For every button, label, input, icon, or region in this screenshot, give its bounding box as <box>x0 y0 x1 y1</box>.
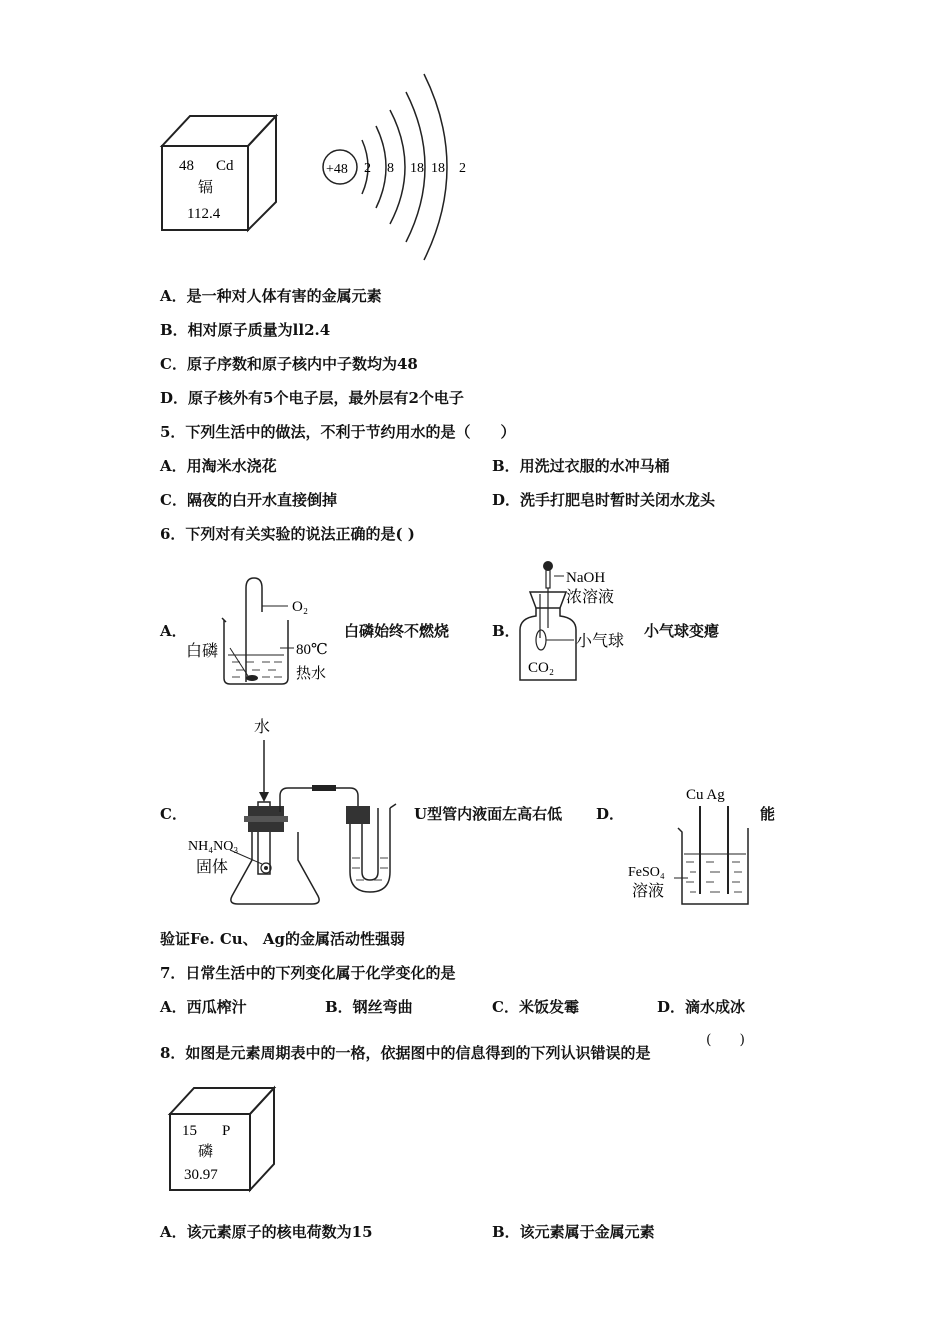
q6-d-solution-label: 溶液 <box>632 883 665 900</box>
q5-option-c[interactable]: C．隔夜的白开水直接倒掉 <box>160 491 337 509</box>
q6-option-b-text: 小气球变瘪 <box>644 622 720 640</box>
q6-option-c-text: U型管内液面左高右低 <box>414 805 563 823</box>
q6-d-feso4-label: FeSO₄ <box>628 865 665 880</box>
cd-atom-structure <box>318 68 478 264</box>
cd-shell-2: 8 <box>387 161 394 176</box>
q6-b-bottle-figure <box>516 556 640 686</box>
cd-mass: 112.4 <box>187 206 221 222</box>
q6-option-d-continuation: 验证Fe. Cu、 Ag的金属活动性强弱 <box>160 930 406 948</box>
cd-shell-1: 2 <box>364 161 371 176</box>
q6-b-naoh-label: NaOH <box>566 570 606 586</box>
q4-option-d[interactable]: D．原子核外有5个电子层，最外层有2个电子 <box>160 389 464 407</box>
q6-stem: 6．下列对有关实验的说法正确的是( ) <box>160 525 415 543</box>
q4-option-a[interactable]: A．是一种对人体有害的金属元素 <box>160 287 382 305</box>
cd-symbol: Cd <box>216 158 234 174</box>
q8-option-b[interactable]: B．该元素属于金属元素 <box>492 1223 655 1241</box>
cd-shell-5: 2 <box>459 161 466 176</box>
q5-option-a[interactable]: A．用淘米水浇花 <box>160 457 277 475</box>
q7-option-d[interactable]: D．滴水成冰 <box>657 998 746 1016</box>
q6-option-d-label[interactable]: D． <box>596 805 625 823</box>
q7-option-b[interactable]: B．钢丝弯曲 <box>325 998 413 1016</box>
q8-option-a[interactable]: A．该元素原子的核电荷数为15 <box>160 1223 373 1241</box>
q6-a-white-phosphorus-label: 白磷 <box>186 643 219 660</box>
p-element-card <box>166 1084 278 1194</box>
q6-b-co2-label: CO₂ <box>528 660 555 676</box>
q7-option-c[interactable]: C．米饭发霉 <box>492 998 579 1016</box>
q6-c-nh4no3-label: NH₄NO₃ <box>188 839 239 854</box>
q6-a-temperature-label: 80℃ <box>296 642 328 658</box>
q7-option-a[interactable]: A．西瓜榨汁 <box>160 998 247 1016</box>
q6-c-solid-label: 固体 <box>196 859 229 876</box>
q6-a-hot-water-label: 热水 <box>296 666 327 682</box>
q6-option-a-text: 白磷始终不燃烧 <box>344 622 450 640</box>
q8-stem: 8．如图是元素周期表中的一格，依据图中的信息得到的下列认识错误的是 <box>160 1044 651 1062</box>
q5-stem: 5．下列生活中的做法，不利于节约用水的是（ ） <box>160 423 516 441</box>
q5-option-b[interactable]: B．用洗过衣服的水冲马桶 <box>492 457 670 475</box>
cd-shell-3: 18 <box>410 161 424 176</box>
q7-stem: 7．日常生活中的下列变化属于化学变化的是 <box>160 964 456 982</box>
q6-d-beaker-figure <box>624 782 760 908</box>
q6-a-gas-label: O₂ <box>292 599 309 615</box>
q6-c-water-label: 水 <box>254 719 271 736</box>
p-name: 磷 <box>198 1144 214 1160</box>
cd-element-card <box>158 112 282 236</box>
q4-option-b[interactable]: B．相对原子质量为ll2.4 <box>160 321 331 339</box>
p-mass: 30.97 <box>184 1167 218 1183</box>
q5-option-d[interactable]: D．洗手打肥皂时暂时关闭水龙头 <box>492 491 716 509</box>
q8-answer-bracket: ( ) <box>706 1032 745 1048</box>
cd-nucleus: +48 <box>326 162 348 177</box>
q6-b-concentrated-label: 浓溶液 <box>566 589 615 606</box>
cd-atomic-number: 48 <box>179 158 194 174</box>
q4-option-c[interactable]: C．原子序数和原子核内中子数均为48 <box>160 355 418 373</box>
p-symbol: P <box>222 1123 231 1139</box>
p-atomic-number: 15 <box>182 1123 197 1139</box>
q6-option-d-text: 能 <box>760 805 776 823</box>
q6-d-metals-label: Cu Ag <box>686 787 725 803</box>
q6-option-b-label[interactable]: B． <box>492 622 520 640</box>
q6-c-flask-figure <box>186 712 410 908</box>
cd-name: 镉 <box>198 180 214 196</box>
q6-a-beaker-figure <box>186 574 336 690</box>
q6-option-c-label[interactable]: C． <box>160 805 187 823</box>
q6-option-a-label[interactable]: A． <box>160 622 187 640</box>
q6-b-balloon-label: 小气球 <box>576 633 625 650</box>
cd-shell-4: 18 <box>431 161 445 176</box>
